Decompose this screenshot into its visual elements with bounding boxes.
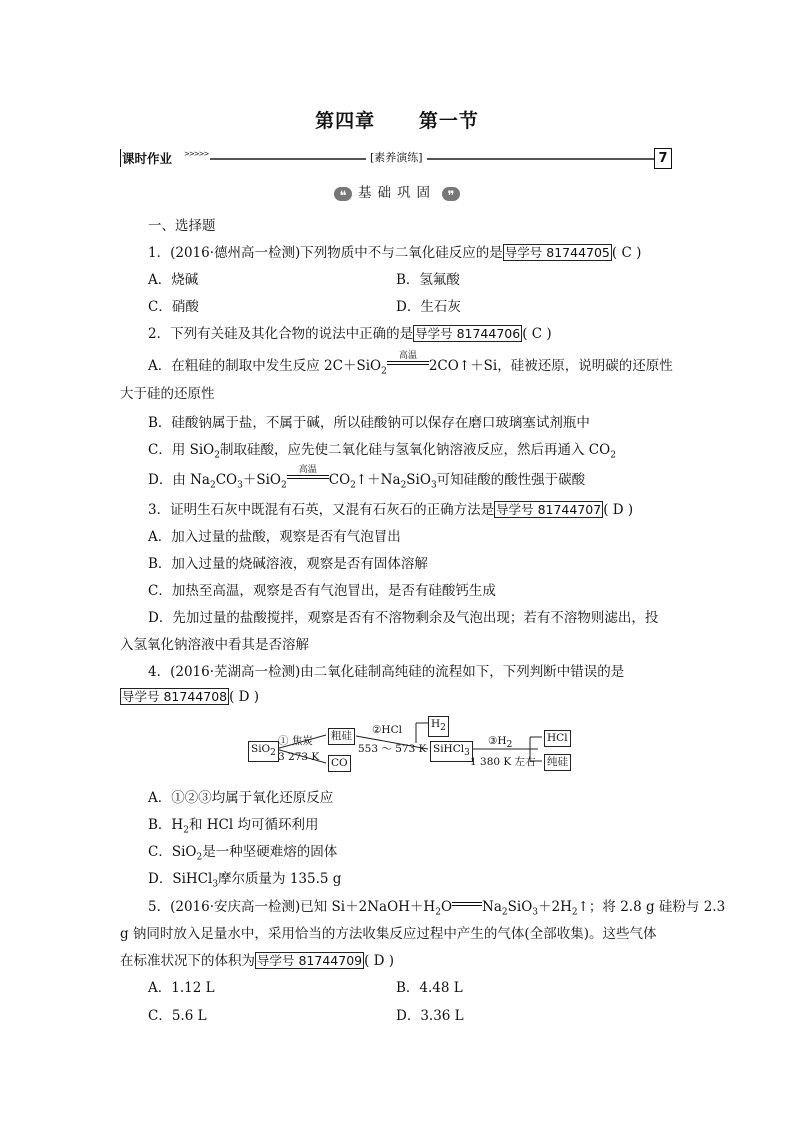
question-3: [148, 498, 633, 518]
q2-option-a: A．在粗硅的制取中发生反应 2C＋SiO$_2$ 高温 2CO↑＋Si，硅被还原，说明碳的还原性: [148, 354, 673, 377]
q3-option-c: C．加热至高温，观察是否有气泡冒出，是否有硅酸钙生成: [148, 583, 496, 599]
condition-text-2: 高温: [298, 465, 317, 475]
q5-part1: 5．(2016·安庆高一检测)已知 Si＋2NaOH＋H: [148, 899, 436, 915]
q5-line3: [120, 949, 394, 969]
question-4: 4．(2016·芜湖高一检测)由二氧化硅制高纯硅的流程如下，下列判断中错误的是: [148, 664, 625, 680]
q2-a-part2: 2CO↑＋Si，硅被还原，说明碳的还原性: [428, 358, 673, 374]
q5-part6: ↑；将 2.8 g 硅粉与 2.3: [577, 899, 726, 915]
step3-label: $③H_2$: [488, 735, 513, 751]
q2-code: 导学号 81744706: [415, 326, 521, 341]
reaction-condition: [387, 351, 429, 370]
equals-bar-2: [287, 475, 329, 479]
homework-bar: [120, 149, 672, 169]
section-heading: [0, 181, 794, 204]
q5-answer: ( D ): [364, 953, 395, 969]
q1-code: 导学号 81744705: [504, 245, 610, 260]
q2-d-part2: CO: [215, 472, 238, 488]
step1-temp: 3 273 K: [278, 751, 320, 763]
q5-option-d: D．3.36 L: [396, 1008, 464, 1024]
question-1: [148, 241, 641, 261]
q4-code: 导学号 81744708: [122, 689, 228, 704]
sihcl3-box: SiHCl$_3$: [430, 741, 473, 762]
bar-divider: [120, 149, 121, 167]
hcl-box: HCl: [544, 730, 571, 747]
q2-c-part1: C．用 SiO: [148, 442, 215, 458]
q5-option-c: C．5.6 L: [148, 1008, 207, 1024]
q5-equals-bar: [452, 902, 482, 906]
q4-option-b: B．$H_2$和 HCl 均可循环利用: [148, 817, 319, 836]
q2-option-a-cont: 大于硅的还原性: [120, 386, 215, 402]
q4-c-part1: C．SiO: [148, 844, 197, 860]
process-flow-diagram: [248, 713, 578, 775]
q4-option-a: A．①②③均属于氧化还原反应: [148, 790, 334, 806]
q2-d-part5: ↑＋Na: [355, 472, 401, 488]
homework-label: 课时作业: [122, 151, 173, 166]
q5-part2: O: [440, 899, 453, 915]
sio2-box: SiO$_2$: [248, 741, 279, 762]
q2-c-part2: 制取硅酸，应先使二氧化硅与氢氧化钠溶液反应，然后再通入 CO: [220, 442, 611, 458]
reaction-condition-2: [287, 465, 329, 484]
page-title: [0, 106, 794, 133]
condition-text: 高温: [398, 351, 417, 361]
q2-answer: ( C ): [522, 326, 552, 342]
q2-option-c: C．用 SiO$_2$制取硅酸，应先使二氧化硅与氢氧化钠溶液反应，然后再通入 $CO_2$: [148, 442, 616, 461]
q3-code: 导学号 81744707: [496, 502, 602, 517]
q2-stem: 2．下列有关硅及其化合物的说法中正确的是: [148, 326, 414, 342]
open-quote-icon: ❝: [334, 187, 352, 201]
question-5: 5．(2016·安庆高一检测)已知 $Si+2NaOH+H_2O$ $Na_2SiO_3+2H_2↑$；将 2.8 g 硅粉与 2.3: [148, 899, 726, 918]
crude-silicon-box: 粗硅: [328, 728, 355, 745]
q2-d-part7: 可知硅酸的酸性强于碳酸: [436, 472, 586, 488]
section-title: 第一节: [418, 110, 479, 132]
chapter-title: 第四章: [315, 110, 376, 132]
q4-d-part2: 摩尔质量为 135.5 g: [218, 871, 342, 887]
q5-line2: g 钠同时放入足量水中，采用恰当的方法收集反应过程中产生的气体(全部收集)。这些气体: [120, 926, 657, 942]
q5-option-b: B．4.48 L: [396, 980, 463, 996]
q5-equals: [452, 897, 482, 911]
part-heading: 一、选择题: [148, 218, 216, 234]
q1-option-a: A．烧碱: [148, 272, 199, 288]
q5-option-a: A．1.12 L: [148, 980, 215, 996]
q5-part5: ＋2H: [538, 899, 572, 915]
q2-d-part3: ＋SiO: [242, 472, 281, 488]
equals-bar: [387, 361, 429, 365]
q4-code-line: [120, 687, 259, 705]
co-box: CO: [328, 755, 351, 772]
pure-silicon-box: 纯硅: [544, 754, 571, 771]
h2-box: $H_2$: [428, 716, 449, 737]
q3-answer: ( D ): [603, 502, 634, 518]
question-2: [148, 322, 552, 342]
q5-part3: Na: [482, 899, 502, 915]
q4-d-part1: D．SiHCl: [148, 871, 213, 887]
close-quote-icon: ❞: [442, 187, 460, 201]
q2-a-part1: A．在粗硅的制取中发生反应 2C＋SiO: [148, 358, 382, 374]
q3-option-d: D．先加过量的盐酸搅拌，观察是否有不溶物剩余及气泡出现；若有不溶物则滤出，投: [148, 610, 659, 626]
sihcl3-label: SiHCl: [433, 743, 465, 755]
q1-option-c: C．硝酸: [148, 299, 199, 315]
step3-text: ③H: [488, 735, 507, 747]
step3-temp: 1 380 K 左右: [470, 756, 536, 768]
q2-d-part6: SiO: [406, 472, 431, 488]
q1-answer: ( C ): [611, 245, 642, 261]
q3-stem: 3．证明生石灰中既混有石英，又混有石灰石的正确方法是: [148, 502, 495, 518]
sio2-label: SiO: [251, 743, 271, 755]
q2-option-d: D．由 $Na_2CO_3+SiO_2$ 高温 $CO_2↑+Na_2SiO_3$可知硅酸的酸性强于碳酸: [148, 468, 585, 491]
q1-option-d: D．生石灰: [396, 299, 461, 315]
section-heading-text: 基础巩固: [358, 185, 436, 201]
q5-line3-text: 在标准状况下的体积为: [120, 953, 255, 969]
q4-option-d: D．SiHCl$_3$摩尔质量为 135.5 g: [148, 871, 342, 890]
q1-option-b: B．氢氟酸: [396, 272, 460, 288]
q2-option-b: B．硅酸钠属于盐，不属于碱，所以硅酸钠可以保存在磨口玻璃塞试剂瓶中: [148, 415, 590, 431]
q4-answer: ( D ): [229, 689, 260, 705]
q2-d-part4: CO: [328, 472, 351, 488]
step1-label: ① 焦炭: [278, 735, 313, 747]
practice-label: [素养演练]: [366, 149, 427, 165]
step2-label: ②HCl: [372, 724, 402, 736]
step2-temp: 553 ～ 573 K: [358, 743, 427, 755]
q5-part4: SiO: [507, 899, 533, 915]
q4-option-c: C．SiO$_2$是一种坚硬难熔的固体: [148, 844, 338, 863]
bar-line: [210, 158, 654, 160]
h2-label: H: [431, 718, 441, 730]
q4-b-part2: 和 HCl 均可循环利用: [188, 817, 319, 833]
lesson-number: 7: [654, 148, 672, 169]
q4-c-part2: 是一种坚硬难熔的固体: [202, 844, 338, 860]
q5-code: 导学号 81744709: [257, 953, 363, 968]
q3-option-a: A．加入过量的盐酸，观察是否有气泡冒出: [148, 529, 401, 545]
q4-b-part1: B．H: [148, 817, 184, 833]
q3-option-d-cont: 入氢氧化钠溶液中看其是否溶解: [120, 637, 309, 653]
q1-stem: 1．(2016·德州高一检测)下列物质中不与二氧化硅反应的是: [148, 245, 503, 261]
arrows-decoration: >>>>>: [184, 150, 209, 158]
q2-d-part1: D．由 Na: [148, 472, 210, 488]
q3-option-b: B．加入过量的烧碱溶液，观察是否有固体溶解: [148, 556, 428, 572]
